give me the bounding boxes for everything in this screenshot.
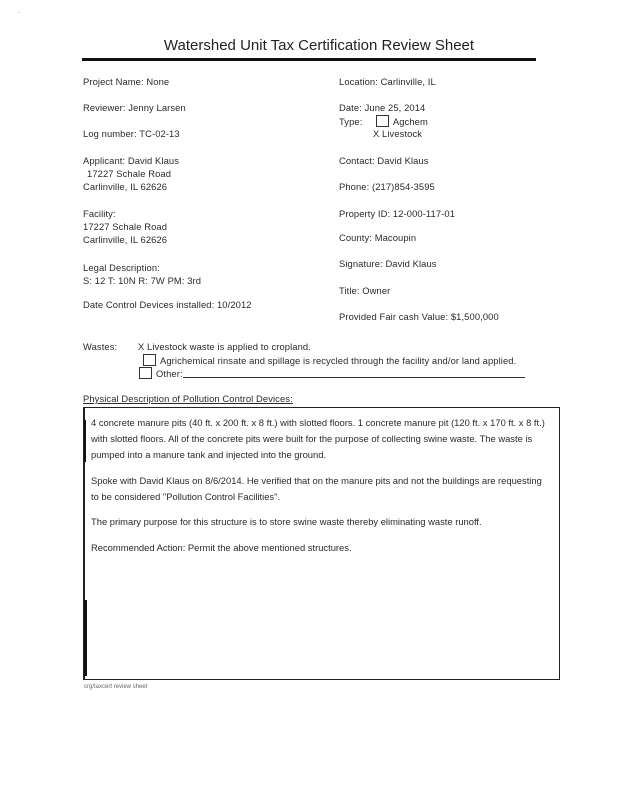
type-label: Type: [339,116,363,127]
date: Date: June 25, 2014 [339,102,426,113]
log-number: Log number: TC-02-13 [83,128,180,139]
legal-description-value: S: 12 T: 10N R: 7W PM: 3rd [83,275,202,286]
description-paragraph-1: 4 concrete manure pits (40 ft. x 200 ft. x 8 ft.) with slotted floors. 1 concrete manure pit (120 ft. x 170 ft. x 8 ft.) with slotted floors. All of the concrete pits were built for the purpose of collecting swine waste. The waste is pumped into a manure tank and injected into the ground. [91,417,545,460]
waste-agrichemical-row [143,354,516,366]
facility-label: Facility: [83,208,116,219]
agchem-checkbox[interactable] [376,115,389,127]
phone: Phone: (217)854-3595 [339,181,435,192]
applicant: Applicant: David Klaus [83,155,180,166]
scan-mark: - [18,10,20,16]
fair-cash-value: Provided Fair cash Value: $1,500,000 [339,311,499,322]
facility-address-2: Carlinville, IL 62626 [83,234,168,245]
type-row [339,115,428,127]
applicant-address-2: Carlinville, IL 62626 [83,181,168,192]
box-margin-mark-1 [84,420,86,462]
page-title: Watershed Unit Tax Certification Review Sheet [163,37,475,54]
county: County: Macoupin [339,232,417,243]
other-blank-line[interactable] [183,368,525,378]
waste-other-label: Other: [156,368,183,379]
agchem-label: Agchem [392,116,428,127]
title-rule [82,58,536,61]
location: Location: Carlinville, IL [339,76,436,87]
wastes-label: Wastes: [83,341,118,352]
footer-note: crg/taxcert review sheet [84,684,148,690]
description-paragraph-4: Recommended Action: Permit the above mentioned structures. [91,542,352,553]
signature: Signature: David Klaus [339,258,437,269]
legal-description-label: Legal Description: [83,262,160,273]
property-id: Property ID: 12-000-117-01 [339,208,456,219]
reviewer: Reviewer: Jenny Larsen [83,102,186,113]
project-name: Project Name: None [83,76,170,87]
facility-address-1: 17227 Schale Road [83,221,168,232]
description-paragraph-3: The primary purpose for this structure is to store swine waste thereby eliminating waste runoff. [91,516,482,527]
waste-livestock: X Livestock waste is applied to cropland. [138,341,311,352]
physical-description-label: Physical Description of Pollution Control Devices: [83,393,293,404]
box-margin-mark-2 [84,600,87,676]
applicant-address-1: 17227 Schale Road [87,168,172,179]
agrichemical-checkbox[interactable] [143,354,156,366]
waste-agrichemical: Agrichemical rinsate and spillage is recycled through the facility and/or land applied. [160,355,517,366]
waste-other-row [139,367,525,379]
other-checkbox[interactable] [139,367,152,379]
contact: Contact: David Klaus [339,155,429,166]
type-livestock: X Livestock [373,128,423,139]
date-installed: Date Control Devices installed: 10/2012 [83,299,252,310]
title-field: Title: Owner [339,285,391,296]
description-paragraph-2: Spoke with David Klaus on 8/6/2014. He verified that on the manure pits and not the buildings are requesting to be considered "Pollution Control Facilities". [91,475,542,502]
